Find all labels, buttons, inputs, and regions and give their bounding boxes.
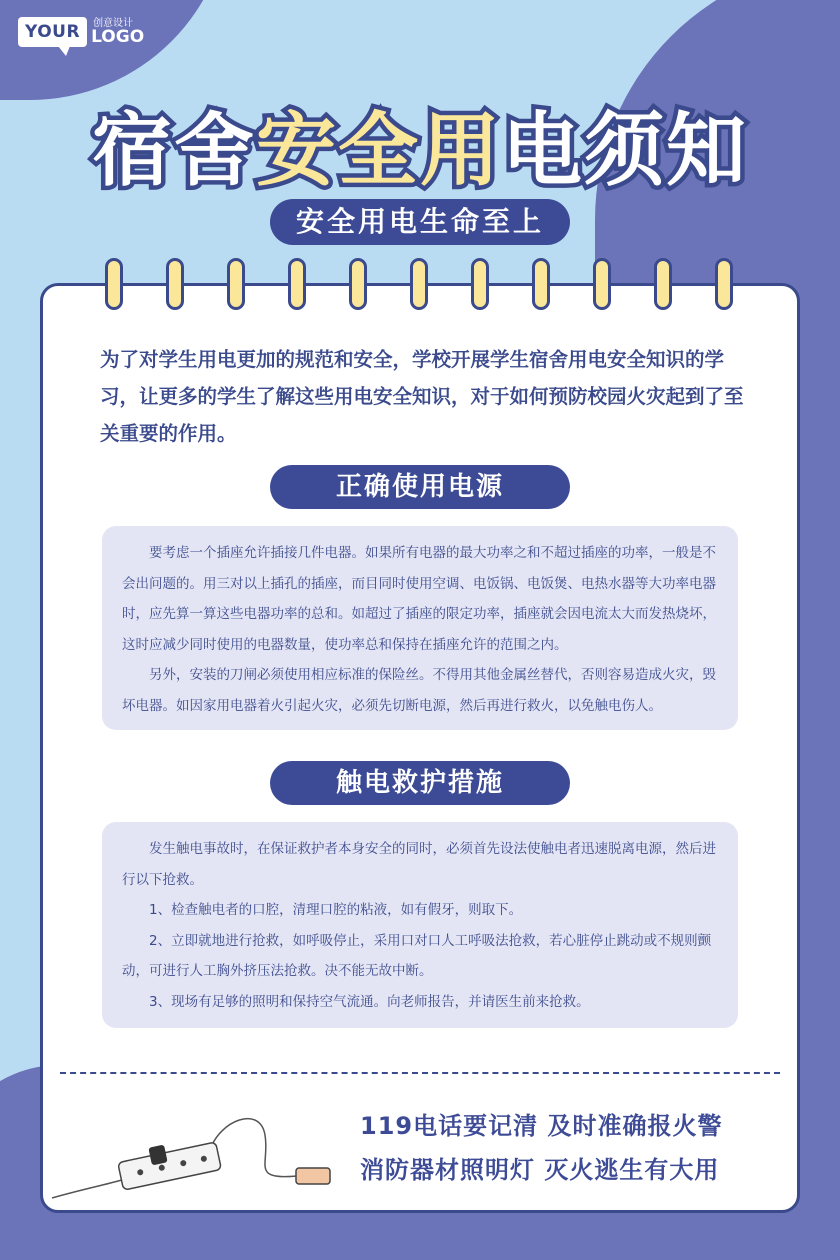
section-box-rescue — [102, 822, 738, 1028]
slogan-badge: 安全用电生命至上 — [270, 199, 570, 245]
ring-icon — [654, 258, 672, 310]
notebook-rings — [105, 258, 745, 310]
power-strip-icon — [50, 1110, 350, 1210]
title-part-4: 须知 — [584, 104, 748, 197]
ring-icon — [105, 258, 123, 310]
brand-logo — [18, 17, 144, 47]
ring-icon — [166, 258, 184, 310]
ring-icon — [227, 258, 245, 310]
section-title-power: 正确使用电源 — [270, 465, 570, 509]
rescue-step-1: 1、检查触电者的口腔，清理口腔的粘液，如有假牙，则取下。 — [149, 902, 523, 918]
section-box-power — [102, 526, 738, 730]
background-blob-topleft — [0, 0, 230, 100]
footer-slogans — [360, 1104, 780, 1192]
power-paragraph-1: 要考虑一个插座允许插接几件电器。如果所有电器的最大功率之和不超过插座的功率，一般是不会出问题的。用三对以上插孔的插座，而目同时使用空调、电饭锅、电饭煲、电热水器等大功率电器时，应先算一算这些电器功率的总和。如超过了插座的限定功率，插座就会因电流太大而发热烧坏，这时应减少同时使用的电器数量，使功率总和保持在插座允许的范围之内。 — [122, 545, 716, 653]
ring-icon — [471, 258, 489, 310]
rescue-step-3: 3、现场有足够的照明和保持空气流通。向老师报告，并请医生前来抢救。 — [149, 993, 590, 1010]
rescue-paragraph-1: 发生触电事故时，在保证救护者本身安全的同时，必须首先设法使触电者迅速脱离电源，然后进行以下抢救。 — [122, 841, 716, 888]
logo-subtitle: 创意设计 — [93, 17, 134, 29]
dashed-divider — [60, 1072, 780, 1074]
rescue-step-2: 2、立即就地进行抢救，如呼吸停止，采用口对口人工呼吸法抢救，若心脏停止跳动或不规则颤动，可进行人工胸外挤压法抢救。决不能无故中断。 — [122, 932, 712, 979]
footer-line-1: 119电话要记清 及时准确报火警 — [360, 1112, 723, 1140]
ring-icon — [593, 258, 611, 310]
ring-icon — [715, 258, 733, 310]
power-paragraph-2: 另外，安装的刀闸必须使用相应标准的保险丝。不得用其他金属丝替代，否则容易造成火灾，毁坏电器。如因家用电器着火引起火灾，必须先切断电源，然后再进行救火，以免触电伤人。 — [122, 667, 716, 714]
title-part-1: 宿舍 — [92, 104, 256, 197]
intro-paragraph: 为了对学生用电更加的规范和安全，学校开展学生宿舍用电安全知识的学习，让更多的学生了解这些用电安全知识，对于如何预防校园火灾起到了至关重要的作用。 — [100, 348, 744, 445]
ring-icon — [288, 258, 306, 310]
ring-icon — [410, 258, 428, 310]
footer-line-2: 消防器材照明灯 灭火逃生有大用 — [360, 1156, 720, 1184]
ring-icon — [349, 258, 367, 310]
logo-text: LOGO — [91, 26, 145, 47]
ring-icon — [532, 258, 550, 310]
logo-your: YOUR — [18, 17, 87, 47]
page-title — [0, 86, 840, 201]
title-part-3: 电 — [502, 104, 584, 197]
section-title-rescue: 触电救护措施 — [270, 761, 570, 805]
title-part-2: 安全用 — [256, 104, 502, 197]
